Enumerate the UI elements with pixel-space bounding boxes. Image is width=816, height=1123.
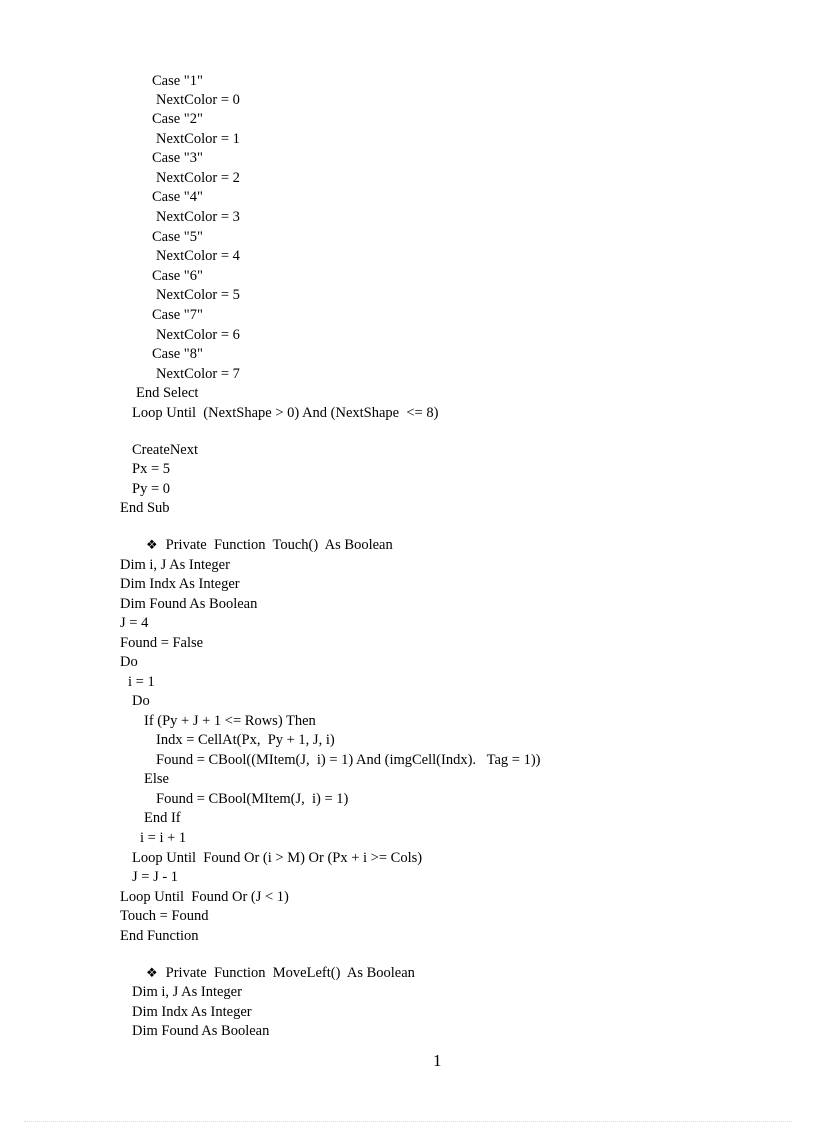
- code-line: [144, 770, 169, 788]
- code-line: [152, 110, 203, 128]
- code-line: [132, 441, 198, 459]
- diamond-bullet-icon: ❖: [146, 538, 158, 553]
- code-line: [156, 751, 541, 769]
- function-heading: [146, 964, 415, 982]
- code-text: Case "2": [152, 111, 203, 127]
- code-line: [132, 1022, 269, 1040]
- code-line: [156, 286, 240, 304]
- code-line: [152, 72, 203, 90]
- code-text: Case "7": [152, 307, 203, 323]
- code-line: [144, 712, 316, 730]
- code-text: Case "4": [152, 189, 203, 205]
- code-line: [144, 809, 181, 827]
- code-line: [152, 228, 203, 246]
- code-line: [152, 345, 203, 363]
- code-text: Private Function MoveLeft() As Boolean: [165, 965, 415, 981]
- code-text: Case "1": [152, 73, 203, 89]
- code-text: i = 1: [128, 674, 155, 690]
- code-line: [132, 480, 170, 498]
- code-line: [120, 907, 209, 925]
- code-text: Case "8": [152, 346, 203, 362]
- code-text: Dim i, J As Integer: [132, 984, 242, 1000]
- code-text: CreateNext: [132, 442, 199, 458]
- code-line: [156, 365, 240, 383]
- code-line: [120, 614, 148, 632]
- code-line: [120, 575, 240, 593]
- code-line: [120, 927, 199, 945]
- code-text: End If: [144, 810, 181, 826]
- code-text: Loop Until Found Or (J < 1): [120, 889, 289, 905]
- code-text: End Select: [136, 385, 199, 401]
- page-number: 1: [433, 1051, 442, 1070]
- code-text: NextColor = 2: [156, 170, 240, 186]
- code-text: Case "3": [152, 150, 203, 166]
- code-line: [132, 983, 242, 1001]
- code-text: Found = False: [120, 635, 204, 651]
- code-text: NextColor = 0: [156, 92, 240, 108]
- code-line: [152, 149, 203, 167]
- code-text: J = 4: [120, 615, 149, 631]
- code-text: If (Py + J + 1 <= Rows) Then: [144, 713, 316, 729]
- code-text: NextColor = 6: [156, 327, 240, 343]
- code-line: [132, 460, 170, 478]
- code-text: Do: [132, 693, 150, 709]
- code-line: [132, 692, 150, 710]
- code-text: NextColor = 7: [156, 366, 240, 382]
- code-line: [136, 384, 198, 402]
- code-line: [152, 188, 203, 206]
- code-line: [120, 888, 289, 906]
- page-bottom-border: [24, 1121, 792, 1122]
- code-text: Px = 5: [132, 461, 170, 477]
- code-line: [132, 868, 178, 886]
- code-text: Do: [120, 654, 138, 670]
- code-line: [120, 653, 138, 671]
- code-text: NextColor = 3: [156, 209, 240, 225]
- code-text: Dim Indx As Integer: [132, 1004, 252, 1020]
- code-line: [120, 634, 203, 652]
- code-line: [132, 849, 422, 867]
- code-line: [156, 326, 240, 344]
- code-line: [156, 169, 240, 187]
- code-line: [156, 208, 240, 226]
- code-text: Found = CBool(MItem(J, i) = 1): [156, 791, 349, 807]
- code-text: NextColor = 4: [156, 248, 240, 264]
- code-line: [156, 91, 240, 109]
- code-text: Loop Until Found Or (i > M) Or (Px + i >= Cols): [132, 850, 423, 866]
- code-text: Dim Found As Boolean: [120, 596, 258, 612]
- code-line: [156, 130, 240, 148]
- code-text: Py = 0: [132, 481, 170, 497]
- code-text: NextColor = 5: [156, 287, 240, 303]
- code-text: i = i + 1: [140, 830, 187, 846]
- code-text: End Function: [120, 928, 199, 944]
- code-line: [120, 556, 230, 574]
- code-line: [156, 790, 348, 808]
- code-line: [132, 404, 438, 422]
- code-text: Case "5": [152, 229, 203, 245]
- code-line: [140, 829, 186, 847]
- code-line: [128, 673, 155, 691]
- code-text: Found = CBool((MItem(J, i) = 1) And (imgCell(Indx). Tag = 1)): [156, 752, 541, 768]
- code-text: Touch = Found: [120, 908, 209, 924]
- code-text: Else: [144, 771, 169, 787]
- code-line: [132, 1003, 252, 1021]
- code-text: J = J - 1: [132, 869, 179, 885]
- diamond-bullet-icon: ❖: [146, 966, 158, 981]
- code-line: [156, 247, 240, 265]
- code-line: [120, 499, 170, 517]
- code-text: Private Function Touch() As Boolean: [165, 537, 393, 553]
- code-text: Loop Until (NextShape > 0) And (NextShape <= 8): [132, 405, 439, 421]
- code-text: NextColor = 1: [156, 131, 240, 147]
- code-text: Dim Indx As Integer: [120, 576, 240, 592]
- code-text: Case "6": [152, 268, 203, 284]
- code-line: [156, 731, 335, 749]
- code-text: Dim Found As Boolean: [132, 1023, 270, 1039]
- code-line: [152, 306, 203, 324]
- function-heading: [146, 536, 393, 554]
- code-text: Dim i, J As Integer: [120, 557, 230, 573]
- code-text: Indx = CellAt(Px, Py + 1, J, i): [156, 732, 335, 748]
- code-line: [120, 595, 257, 613]
- code-text: End Sub: [120, 500, 170, 516]
- code-line: [152, 267, 203, 285]
